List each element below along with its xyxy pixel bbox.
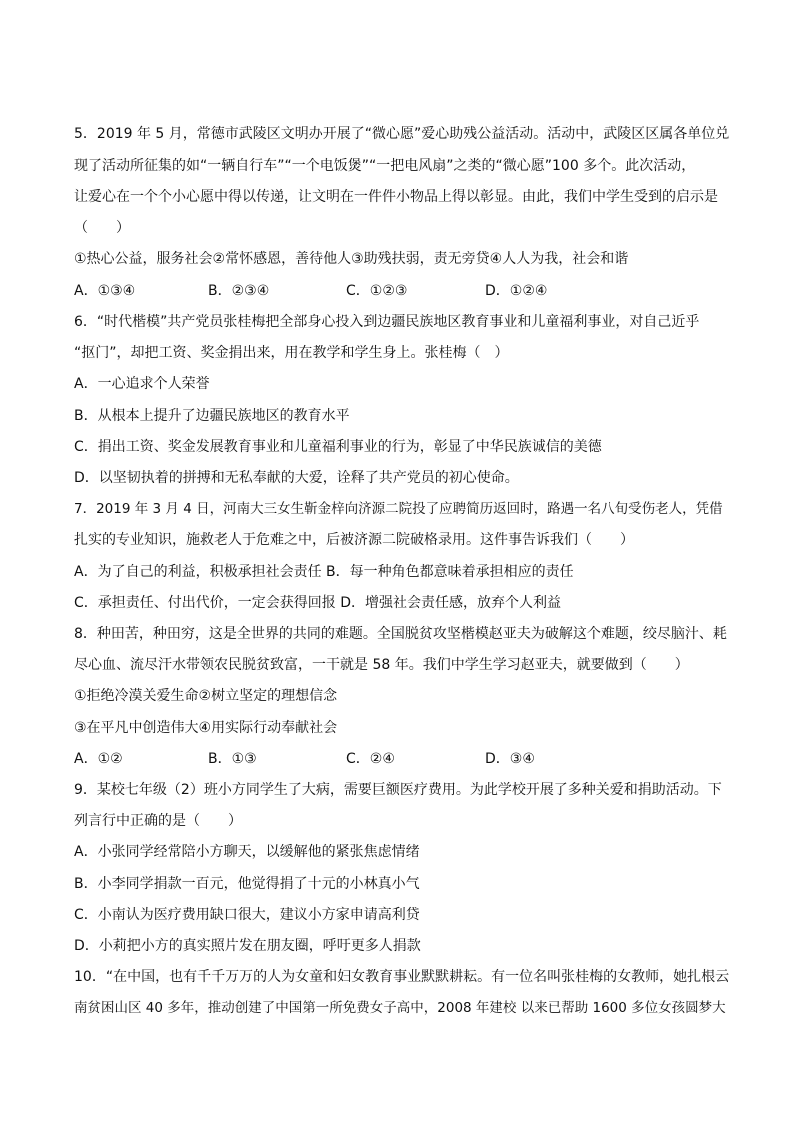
question-7-options-c-d[interactable]: C．承担责任、付出代价，一定会获得回报 D．增强社会责任感，放弃个人利益 — [74, 595, 562, 611]
question-9-option-d[interactable]: D．小莉把小方的真实照片发在朋友圈，呼吁更多人捐款 — [74, 938, 421, 954]
question-7-options-a-b[interactable]: A．为了自己的利益，积极承担社会责任 B．每一种角色都意味着承担相应的责任 — [74, 564, 574, 580]
question-6-stem-line-1: 6．“时代楷模”共产党员张桂梅把全部身心投入到边疆民族地区教育事业和儿童福利事业，对自己近乎 — [74, 314, 700, 330]
question-6-option-b[interactable]: B．从根本上提升了边疆民族地区的教育水平 — [74, 408, 350, 424]
question-6-option-c[interactable]: C．捐出工资、奖金发展教育事业和儿童福利事业的行为，彰显了中华民族诚信的美德 — [74, 439, 602, 455]
question-9-option-a[interactable]: A．小张同学经常陪小方聊天，以缓解他的紧张焦虑情绪 — [74, 844, 420, 860]
question-5-option-a[interactable]: A．①③④ — [74, 283, 136, 299]
question-6-option-d[interactable]: D．以坚韧执着的拼搏和无私奉献的大爱，诠释了共产党员的初心使命。 — [74, 470, 519, 486]
question-9-stem-line-2: 列言行中正确的是（ ） — [74, 813, 242, 829]
question-8-statements-1: ①拒绝冷漠关爱生命②树立坚定的理想信念 — [74, 688, 338, 704]
question-9-stem-line-1: 9．某校七年级（2）班小方同学生了大病，需要巨额医疗费用。为此学校开展了多种关爱和捐助活动。下 — [74, 782, 722, 798]
question-6-option-a[interactable]: A．一心追求个人荣誉 — [74, 376, 210, 392]
question-7-stem-line-1: 7．2019 年 3 月 4 日，河南大三女生靳金梓向济源二院投了应聘简历返回时，路遇一名八旬受伤老人，凭借 — [74, 501, 723, 517]
question-9-option-c[interactable]: C．小南认为医疗费用缺口很大，建议小方家申请高利贷 — [74, 907, 420, 923]
question-5-stem-line-2: 现了活动所征集的如“一辆自行车”“一个电饭煲”“一把电风扇”之类的“微心愿”100 多个。此次活动， — [74, 158, 696, 174]
question-5-stem-line-1: 5．2019 年 5 月，常德市武陵区文明办开展了“微心愿”爱心助残公益活动。活动中，武陵区区属各单位兑 — [74, 126, 730, 142]
question-8-option-c[interactable]: C．②④ — [346, 751, 395, 767]
question-7-stem-line-2: 扎实的专业知识，施救老人于危难之中，后被济源二院破格录用。这件事告诉我们（ ） — [74, 532, 634, 548]
question-10-stem-line-2: 南贫困山区 40 多年，推动创建了中国第一所免费女子高中，2008 年建校 以来已帮助 1600 多位女孩圆梦大 — [74, 1000, 726, 1016]
question-5-option-d[interactable]: D．①②④ — [485, 283, 548, 299]
question-10-stem-line-1: 10．“在中国，也有千千万万的人为女童和妇女教育事业默默耕耘。有一位名叫张桂梅的女教师，她扎根云 — [74, 969, 730, 985]
question-5-option-c[interactable]: C．①②③ — [346, 283, 408, 299]
question-5-stem-line-3: 让爱心在一个个小心愿中得以传递，让文明在一件件小物品上得以彰显。由此，我们中学生受到的启示是 — [74, 189, 718, 205]
question-8-option-d[interactable]: D．③④ — [485, 751, 535, 767]
question-8-stem-line-1: 8．种田苦，种田穷，这是全世界的共同的难题。全国脱贫攻坚楷模赵亚夫为破解这个难题，绞尽脑汁、耗 — [74, 626, 727, 642]
question-8-stem-line-2: 尽心血、流尽汗水带领农民脱贫致富，一干就是 58 年。我们中学生学习赵亚夫，就要做到（ ） — [74, 657, 689, 673]
question-8-option-b[interactable]: B．①③ — [208, 751, 257, 767]
question-5-option-b[interactable]: B．②③④ — [208, 283, 270, 299]
question-8-option-a[interactable]: A．①② — [74, 751, 123, 767]
question-6-stem-line-2: “抠门”，却把工资、奖金捐出来，用在教学和学生身上。张桂梅（ ） — [74, 345, 509, 361]
question-9-option-b[interactable]: B．小李同学捐款一百元，他觉得捐了十元的小林真小气 — [74, 876, 420, 892]
question-8-statements-2: ③在平凡中创造伟大④用实际行动奉献社会 — [74, 720, 338, 736]
question-5-answer-blank: （ ） — [74, 220, 130, 236]
question-5-statements: ①热心公益，服务社会②常怀感恩，善待他人③助残扶弱，责无旁贷④人人为我，社会和谐 — [74, 251, 629, 267]
